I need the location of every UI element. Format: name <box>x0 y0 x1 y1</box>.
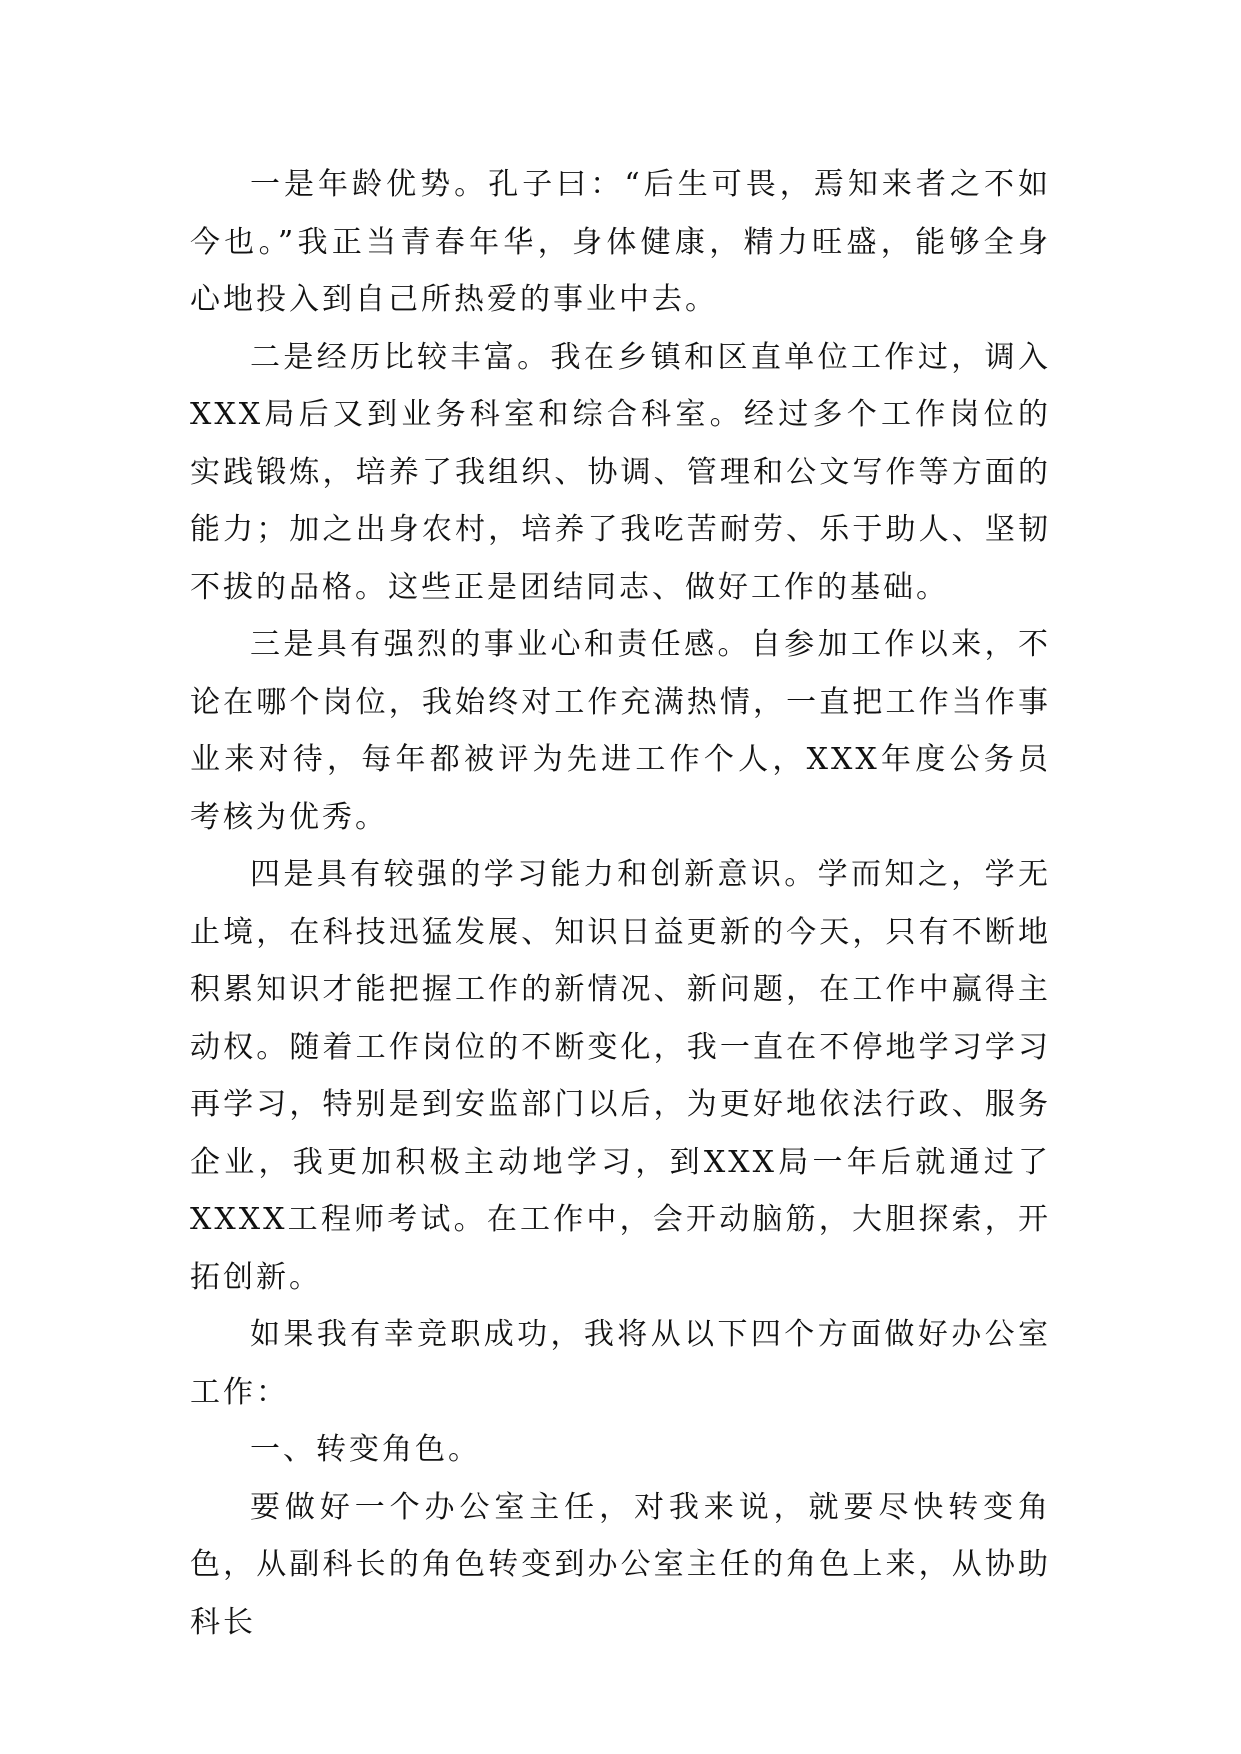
document-body <box>190 156 1051 1651</box>
paragraph-learning-innovation: 四是具有较强的学习能力和创新意识。学而知之，学无止境，在科技迅猛发展、知识日益更新的今天，只有不断地积累知识才能把握工作的新情况、新问题，在工作中赢得主动权。随着工作岗位的不断变化，我一直在不停地学习学习再学习，特别是到安监部门以后，为更好地依法行政、服务企业，我更加积极主动地学习，到XXX局一年后就通过了XXXX工程师考试。在工作中，会开动脑筋，大胆探索，开拓创新。 <box>190 857 1051 1295</box>
paragraph-change-role: 要做好一个办公室主任，对我来说，就要尽快转变角色，从副科长的角色转变到办公室主任的角色上来，从协助科长 <box>190 1489 1051 1640</box>
paragraph-plan-intro: 如果我有幸竞职成功，我将从以下四个方面做好办公室工作： <box>190 1317 1051 1410</box>
heading-change-role: 一、转变角色。 <box>250 1432 481 1467</box>
paragraph-responsibility: 三是具有强烈的事业心和责任感。自参加工作以来，不论在哪个岗位，我始终对工作充满热情，一直把工作当作事业来对待，每年都被评为先进工作个人，XXX年度公务员考核为优秀。 <box>190 627 1051 835</box>
paragraph-age-advantage: 一是年龄优势。孔子曰：“后生可畏，焉知来者之不如今也。”我正当青春年华，身体健康，精力旺盛，能够全身心地投入到自己所热爱的事业中去。 <box>190 167 1051 317</box>
paragraph-experience: 二是经历比较丰富。我在乡镇和区直单位工作过，调入XXX局后又到业务科室和综合科室。经过多个工作岗位的实践锻炼，培养了我组织、协调、管理和公文写作等方面的能力；加之出身农村，培养了我吃苦耐劳、乐于助人、坚韧不拔的品格。这些正是团结同志、做好工作的基础。 <box>190 339 1051 605</box>
